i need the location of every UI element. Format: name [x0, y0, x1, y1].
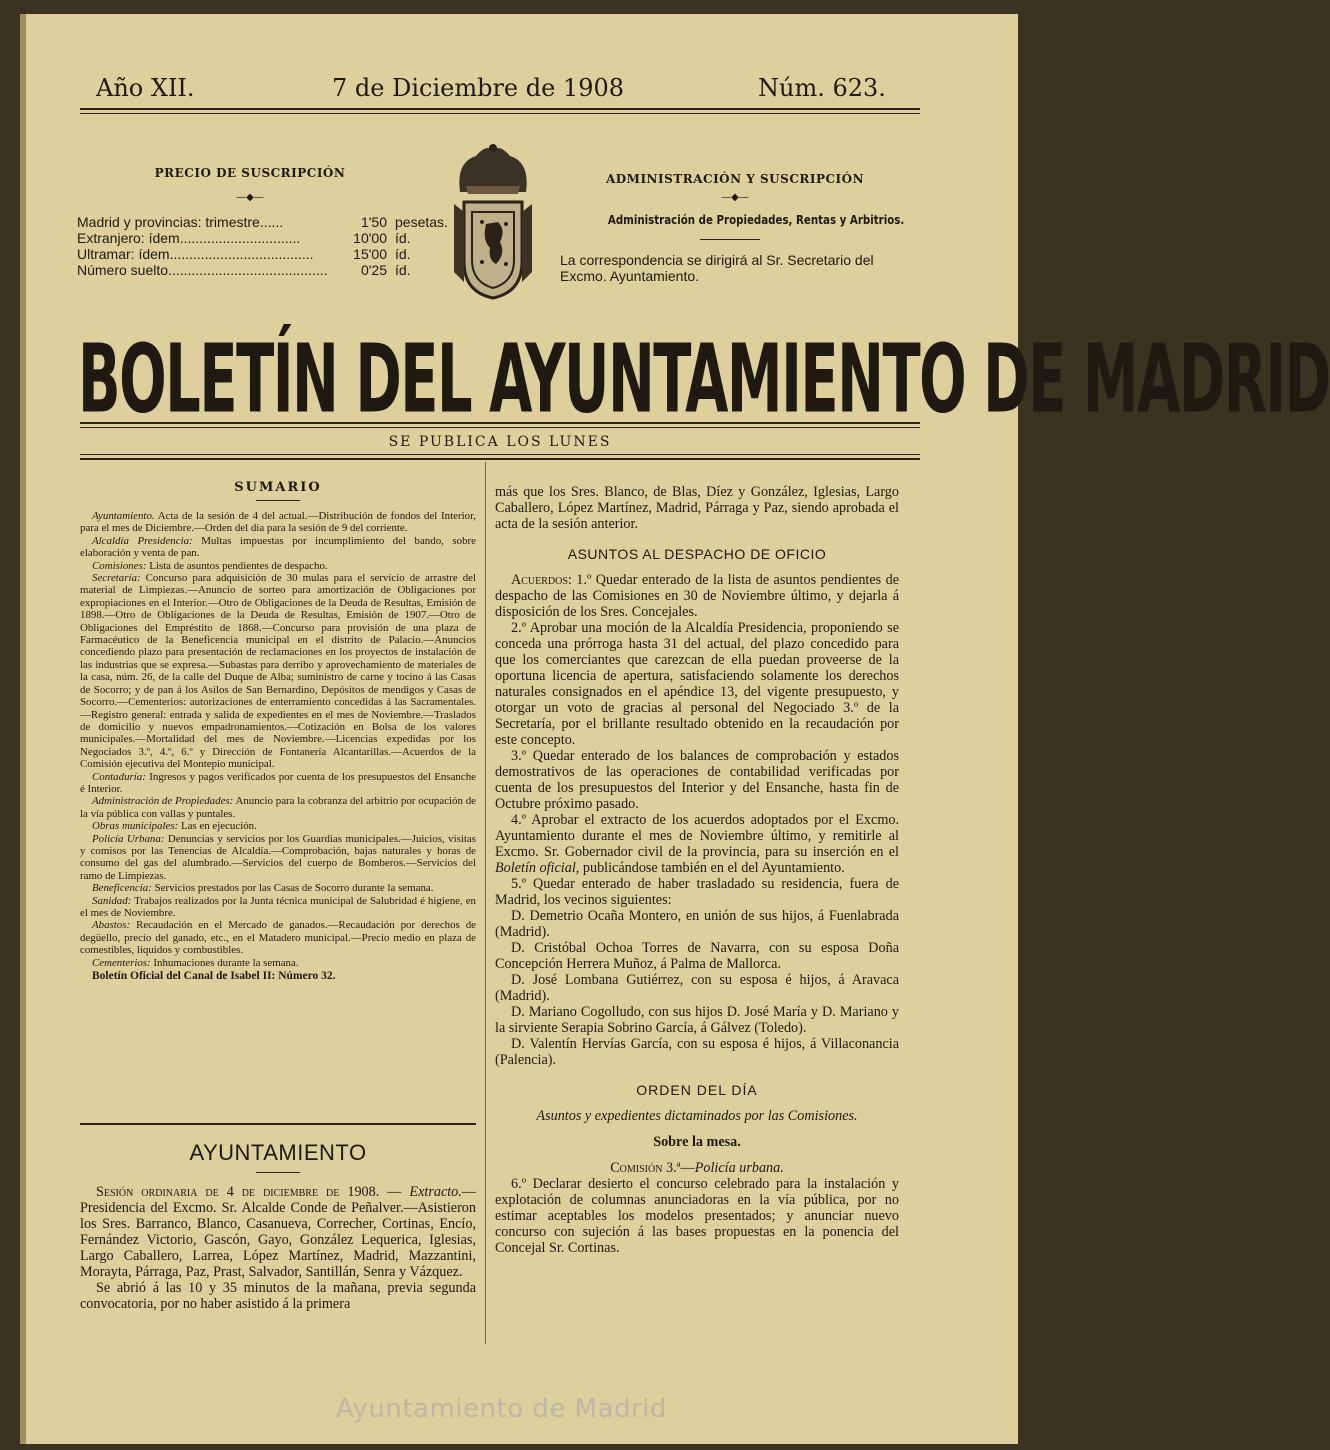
price-unit: íd.: [395, 230, 411, 246]
coat-of-arms-icon: [446, 142, 540, 302]
ornament-divider: —◆—: [721, 192, 749, 203]
price-unit: íd.: [395, 246, 411, 262]
header-rule-thin: [80, 113, 920, 114]
acuerdo-text: publicándose también en el del Ayuntamiento.: [579, 860, 845, 876]
sumario-item: [80, 560, 476, 572]
note-rule-bold: [80, 458, 920, 460]
price-label: Extranjero: ídem...............................: [77, 230, 301, 246]
session-lead: Sesión ordinaria de 4 de diciembre de 1908.: [96, 1184, 380, 1200]
acuerdo-text: 1.º Quedar enterado de la lista de asuntos pendientes de despacho de las Comisiones en 30 de Noviembre último, y dejarla á disposición de los Sres. Concejales.: [495, 572, 899, 620]
acuerdo-text: 4.º Aprobar el extracto de los acuerdos adoptados por el Excmo. Ayuntamiento durante el mes de Noviembre último, y remitirle al Excmo. Sr. Gobernador civil de la provincia, para su inserción en el: [495, 812, 899, 860]
comision-lead: Comisión 3.ª—: [610, 1160, 695, 1176]
sumario-item: [80, 771, 476, 796]
price-row: [77, 262, 411, 278]
acuerdo-item: 2.º Aprobar una moción de la Alcaldía Presidencia, proponiendo se conceda una prórroga hasta 31 del actual, del plazo concedido para que los comerciantes que carezcan de ella puedan proveerse de la oportuna licencia de apertura, satisfaciendo solamente los derechos naturales consignados en el apéndice 13, del vigente presupuesto, y otorgar un voto de gracias al personal del Negociado 3.º de la Secretaría, por el brillante resultado obtenido en la recaudación por este concepto.: [495, 620, 899, 748]
sumario-item-text: Trabajos realizados por la Junta técnica municipal de Salubridad é higiene, en el mes de Noviembre.: [80, 894, 476, 919]
issue-date: 7 de Diciembre de 1908: [332, 74, 625, 102]
sumario-item: [80, 833, 476, 883]
sumario-item-lead: Cementerios:: [92, 956, 151, 969]
resident-item: D. Mariano Cogolludo, con sus hijos D. José María y D. Mariano y la sirviente Serapia Sobrino García, á Gálvez (Toledo).: [495, 1004, 899, 1036]
resident-item: D. José Lombana Gutiérrez, con su esposa é hijos, á Aravaca (Madrid).: [495, 972, 899, 1004]
orden-heading: ORDEN DEL DÍA: [636, 1082, 758, 1098]
sumario-item-lead: Comisiones:: [92, 559, 147, 572]
boletin-reference: Boletín oficial,: [495, 860, 580, 876]
sumario-body: [80, 510, 476, 982]
acuerdo-item: 3.º Quedar enterado de los balances de comprobación y estados demostrativos de las operaciones de contabilidad verificadas por cuenta de los presupuestos del Interior y del Ensanche, hasta fin de Octubre próximo pasado.: [495, 748, 899, 812]
sumario-item: [80, 535, 476, 560]
sumario-end-rule: [80, 1123, 476, 1125]
sumario-item-text: Recaudación en el Mercado de ganados.—Recaudación por derechos de degüello, precio del ganado, etc., en el Matadero municipal.—Precio medio en plaza de comestibles, líquidos y combustibles.: [80, 919, 476, 957]
sumario-item: [80, 510, 476, 535]
sumario-footer: Boletín Oficial del Canal de Isabel II: Número 32.: [92, 970, 336, 983]
acuerdo-item: 5.º Quedar enterado de haber trasladado su residencia, fuera de Madrid, los vecinos siguientes:: [495, 876, 899, 908]
sumario-item-lead: Administración de Propiedades:: [92, 795, 234, 808]
divider: [256, 500, 300, 501]
newspaper-page: [20, 14, 1330, 1444]
acuerdo-item: [495, 572, 899, 620]
price-value: 10'00: [353, 230, 387, 246]
price-row: [77, 230, 411, 246]
sumario-item-lead: Ayuntamiento.: [92, 510, 155, 522]
sumario-heading: SUMARIO: [234, 480, 322, 495]
sumario-item-text: Anuncio para la cobranza del arbitrio por ocupación de la vía pública con vallas y puntales.: [80, 795, 477, 820]
sumario-item-text: Ingresos y pagos verificados por cuenta de los presupuestos del Ensanche é Interior.: [80, 770, 476, 795]
price-row: [77, 214, 448, 230]
price-value: 1'50: [360, 214, 387, 230]
ornament-divider: —◆—: [236, 192, 264, 203]
sumario-item-text: Las en ejecución.: [178, 820, 257, 833]
sumario-item: [80, 882, 476, 894]
session-paragraph-2: Se abrió á las 10 y 35 minutos de la mañana, previa segunda convocatoria, por no haber asistido á la primera: [80, 1280, 476, 1312]
header-rule: [80, 108, 920, 110]
sumario-item: [80, 919, 476, 956]
intro-paragraph: más que los Sres. Blanco, de Blas, Díez y González, Iglesias, Largo Caballero, López Martínez, Madrid, Párraga y Paz, siendo aprobada el acta de la sesión anterior.: [495, 484, 899, 532]
ayuntamiento-heading: AYUNTAMIENTO: [189, 1140, 367, 1165]
sumario-item-text: Lista de asuntos pendientes de despacho.: [146, 559, 328, 572]
sumario-item-text: Inhumaciones durante la semana.: [150, 956, 299, 969]
price-value: 0'25: [360, 262, 387, 278]
orden-subheading: Asuntos y expedientes dictaminados por las Comisiones.: [536, 1108, 858, 1124]
sumario-item-lead: Secretaría:: [92, 572, 141, 585]
watermark: Ayuntamiento de Madrid: [336, 1394, 667, 1424]
comision-name: Policía urbana.: [694, 1160, 784, 1176]
sumario-item-text: Concurso para adquisición de 30 mulas para el servicio de arrastre del material de Limpiezas.—Anuncio de sorteo para amortización de Obligaciones por expropiaciones en el Interior.—Otro de Obligaciones de la Deuda de Resultas, Emisión de 1898.—Otro de Obligaciones de la Deuda de Resultas, Emisión de 1907.—Otro de Obligaciones del Empréstito de 1868.—Concurso para provisión de una plaza de Farmacéutico de la Beneficencia municipal en el distrito de Palacio.—Anuncios concediendo plazo para presentación de reclamaciones en los proyectos de instalación de las industrias que se expresa.—Subastas para derribo y aprovechamiento de materiales de la casa, núm. 26, de la calle del Duque de Alba; suministro de carne y tocino á las Casas de Socorro; y de pan á los Asilos de San Bernardino, Depósitos de mendigos y Casas de Socorro.—Cementerios: autorizaciones de enterramiento concedidas á las Sacramentales.—Registro general: entrada y salida de expedientes en el mes de Noviembre.—Traslados de domicilio y nuevos empadronamientos.—Cotización en Bolsa de los valores municipales.—Mortalidad del mes de Noviembre.—Licencias expedidas por los Negociados 3.º, 4.º, 6.º y Dirección de Fontanería Alcantarillas.—Acuerdos de la Comisión ejecutiva del Montepío municipal.: [80, 572, 476, 771]
subscription-title: PRECIO DE SUSCRIPCIÓN: [154, 166, 346, 180]
session-text: —Presidencia del Excmo. Sr. Alcalde Conde de Peñalver.—Asistieron los Sres. Barranco, Blanco, Casanueva, Correcher, Cortinas, Encío, Fernández Victorio, Gascón, Gayo, González Lequerica, Iglesias, Largo Caballero, Larrea, López Martínez, Madrid, Mazzantini, Morayta, Párraga, Paz, Prast, Salvador, Santillán, Senra y Vázquez.: [80, 1184, 477, 1280]
sumario-item-lead: Sanidad:: [92, 894, 132, 907]
resident-item: D. Cristóbal Ochoa Torres de Navarra, con su esposa Doña Concepción Herrera Muñoz, á Palma de Mallorca.: [495, 940, 899, 972]
sumario-item-lead: Policía Urbana:: [92, 832, 165, 845]
sumario-item: [80, 895, 476, 920]
sumario-item-lead: Alcaldía Presidencia:: [92, 534, 193, 547]
price-label: Ultramar: ídem.....................................: [77, 246, 314, 262]
comision-heading: [495, 1160, 899, 1176]
price-unit: pesetas.: [395, 214, 448, 230]
price-value: 15'00: [353, 246, 387, 262]
sobre-la-mesa: Sobre la mesa.: [653, 1134, 741, 1150]
divider: [256, 1172, 300, 1173]
year-label: Año XII.: [96, 74, 195, 102]
resident-item: D. Demetrio Ocaña Montero, en unión de sus hijos, á Fuenlabrada (Madrid).: [495, 908, 899, 940]
sumario-item-text: Denuncias y servicios por los Guardias municipales.—Juicios, visitas y comisos por las Tenencias de Alcaldía.—Comprobación, bajas naturales y horas de consumo del gas del alumbrado.—Servicios del cuerpo de Bomberos.—Servicios del ramo de Limpiezas.: [80, 832, 476, 882]
acuerdos-lead: Acuerdos:: [511, 572, 572, 588]
price-label: Madrid y provincias: trimestre......: [77, 214, 284, 230]
resident-item: D. Valentín Hervías García, con su esposa é hijos, á Villaconancia (Palencia).: [495, 1036, 899, 1068]
divider: [700, 239, 760, 240]
acuerdo-item: [495, 812, 899, 876]
issue-number: Núm. 623.: [758, 74, 886, 102]
sumario-item: [80, 820, 476, 832]
sumario-item-text: Servicios prestados por las Casas de Socorro durante la semana.: [151, 882, 434, 895]
ayuntamiento-body: [80, 1184, 476, 1312]
column-separator: [485, 462, 486, 1344]
sumario-item-lead: Beneficencia:: [92, 882, 152, 895]
price-row: [77, 246, 411, 262]
title-rule-thin: [80, 427, 920, 428]
price-unit: íd.: [395, 262, 411, 278]
administration-note: La correspondencia se dirigirá al Sr. Secretario del Excmo. Ayuntamiento.: [560, 252, 874, 284]
administration-title: ADMINISTRACIÓN Y SUSCRIPCIÓN: [605, 172, 865, 186]
price-label: Número suelto.........................................: [77, 262, 328, 278]
session-extract: Extracto.: [409, 1184, 462, 1200]
note-rule: [80, 454, 920, 455]
administration-subtitle: Administración de Propiedades, Rentas y Arbitrios.: [607, 212, 905, 227]
sumario-item: [80, 795, 476, 820]
sumario-item-lead: Contaduría:: [92, 770, 146, 783]
session-paragraph: Sesión ordinaria de 4 de diciembre de 1908. — Extracto.—Presidencia del Excmo. Sr. Alcalde Conde de Peñalver.—Asistieron los Sres. Barranco, Blanco, Casanueva, Correcher, Cortinas, Encío, Fernández Victorio, Gascón, Gayo, González Lequerica, Iglesias, Largo Caballero, Larrea, López Martínez, Madrid, Mazzantini, Morayta, Párraga, Paz, Prast, Salvador, Santillán, Senra y Vázquez.: [80, 1184, 477, 1280]
sumario-item-lead: Obras municipales:: [92, 820, 179, 833]
publication-note: SE PUBLICA LOS LUNES: [388, 434, 612, 450]
right-column: [495, 484, 899, 1256]
sumario-item-lead: Abastos:: [92, 919, 131, 932]
title-rule: [80, 422, 920, 424]
despacho-heading: ASUNTOS AL DESPACHO DE OFICIO: [567, 546, 827, 562]
sumario-item: [80, 957, 476, 969]
sumario-item-text: Acta de la sesión de 4 del actual.—Distribución de fondos del Interior, para el mes de Diciembre.—Orden del día para la sesión de 9 del corriente.: [80, 510, 476, 535]
sumario-item-text: Multas impuestas por incumplimiento del bando, sobre elaboración y venta de pan.: [80, 534, 476, 560]
newspaper-title: BOLETÍN DEL AYUNTAMIENTO DE MADRID: [78, 324, 1330, 434]
sumario-item: [80, 572, 476, 771]
orden-item: 6.º Declarar desierto el concurso celebrado para la instalación y explotación de columnas anunciadoras en la vía pública, por no estimar aceptables los modelos presentados; y anunciar nuevo concurso con sujeción á las bases propuestas en la ponencia del Concejal Sr. Cortinas.: [495, 1176, 899, 1256]
